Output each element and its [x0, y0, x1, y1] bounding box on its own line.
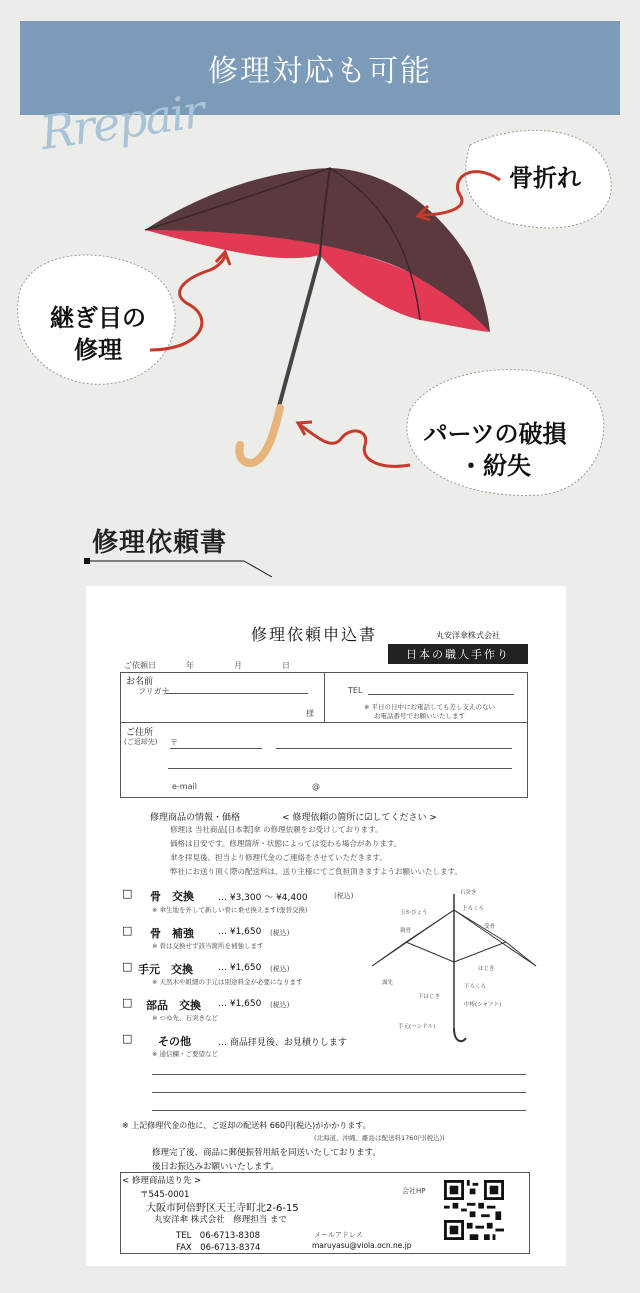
item-price: … ¥1,650 [218, 999, 262, 1009]
info-line-1: 修理は 当社商品[日本製]傘 の修理依頼をお受けしております。 [170, 825, 383, 834]
callout-parts: パーツの破損 ・紛失 [423, 420, 567, 481]
callout-bone: 骨折れ [509, 164, 581, 192]
send-addressee: 丸安洋傘 株式会社 修理担当 まで [154, 1215, 287, 1225]
email-label: e-mail [172, 782, 197, 791]
item-price: … 商品拝見後、お見積りします [218, 1038, 347, 1048]
sama-label: 様 [306, 709, 314, 718]
item-name: 骨 補強 [150, 927, 194, 940]
after-line-2: 後日お振込みお願いいたします。 [152, 1162, 279, 1172]
diagram-label-ukebone: 受骨 [484, 924, 496, 930]
checkbox-parts-replace[interactable]: □ [122, 996, 133, 1009]
diagram-label-shita-haji: 下はじき [418, 994, 441, 1000]
date-year: 年 [186, 661, 194, 670]
date-label: ご依頼日 [124, 661, 156, 670]
item-name: その他 [158, 1035, 191, 1048]
item-tax: (税込) [270, 1001, 290, 1009]
send-fax: FAX 06-6713-8374 [176, 1243, 261, 1253]
banner-title: 修理対応も可能 [208, 54, 432, 89]
diagram-label-rokuro-top: 上ろくろ [462, 906, 485, 912]
item-note: ※ 天然木や組細の手元は別途料金が必要になります [152, 978, 303, 986]
tel-note-1: ※ 平日の日中にお電話しても差し支えのない [364, 703, 496, 711]
shipping-note-1: ※ 上記修理代金の他に、ご返却の配送料 660円(税込)がかかります。 [122, 1121, 371, 1130]
item-note: ※ 通信欄・ご要望など [152, 1050, 219, 1058]
item-note: ※ 骨は交換せず該当箇所を補強します [152, 942, 264, 950]
tel-label: TEL [348, 686, 363, 695]
stamp-badge: 日本の職人手作り [388, 644, 528, 664]
send-zip: 〒545-0001 [140, 1190, 190, 1200]
item-note: ※ 傘生地を外して新しい骨に乗せ換えます(張替交換) [152, 906, 308, 914]
diagram-label-chubo: 中棒(シャフト) [464, 1002, 502, 1008]
diagram-label-haji: はじき [478, 966, 495, 972]
info-line-2: 価格は目安です。修理箇所・状態によっては変わる場合があります。 [170, 839, 402, 848]
item-price: … ¥1,650 [218, 963, 262, 973]
diagram-label-shita-rokuro: 下ろくろ [464, 984, 487, 990]
item-tax: (税込) [334, 892, 354, 900]
item-price: … ¥1,650 [218, 927, 262, 937]
qr-code-icon[interactable] [444, 1180, 504, 1240]
item-price: … ¥3,300 ～ ¥4,400 [218, 893, 308, 903]
item-name: 手元 交換 [138, 963, 193, 976]
arrow-parts [300, 425, 410, 466]
section-title: 修理依頼書 [92, 528, 228, 558]
repair-request-form [86, 586, 566, 1266]
diagram-label-tsuyusaki: 露先 [382, 980, 394, 986]
furigana-label: フリガナ [138, 687, 170, 696]
address-label: ご住所 [126, 728, 154, 738]
checkbox-handle-replace[interactable]: □ [122, 960, 133, 973]
diagram-label-temoto: 手元(ハンドル) [398, 1024, 436, 1030]
checkbox-other[interactable]: □ [122, 1032, 133, 1045]
info-heading-note: < 修理依頼の箇所に☑してください > [282, 813, 437, 823]
title-underline [84, 558, 284, 582]
name-label: お名前 [126, 677, 154, 687]
shipping-note-2: (北海道、沖縄、離島は配送料1760円(税込)) [314, 1134, 445, 1142]
item-name: 骨 交換 [150, 890, 194, 903]
company-name: 丸安洋傘株式会社 [436, 631, 500, 640]
checkbox-bone-reinforce[interactable]: □ [122, 924, 133, 937]
info-line-3: 傘を拝見後、担当より修理代金のご連絡をさせていただきます。 [170, 853, 387, 862]
form-title: 修理依頼申込書 [251, 625, 378, 644]
item-note: ※ つゆ先、石突きなど [152, 1014, 219, 1022]
hp-label: 会社HP [402, 1187, 426, 1195]
send-heading: < 修理商品送り先 > [122, 1176, 202, 1186]
address-sub: (ご返却先) [124, 738, 158, 746]
tel-note-2: お電話番号でお願いいたします [374, 712, 465, 720]
callout-seam: 継ぎ目の 修理 [50, 304, 146, 365]
date-day: 日 [282, 661, 290, 670]
item-name: 部品 交換 [146, 999, 201, 1012]
send-address: 大阪市阿倍野区天王寺町北2-6-15 [146, 1203, 299, 1214]
info-heading: 修理商品の情報・価格 [150, 813, 241, 823]
script-word-decoration: Rrepair [37, 83, 207, 161]
mail-label: メールアドレス [314, 1231, 363, 1239]
postal-mark: 〒 [170, 738, 178, 747]
send-tel: TEL 06-6713-8308 [176, 1231, 261, 1241]
date-month: 月 [234, 661, 242, 670]
umbrella-parts-diagram [366, 882, 542, 1054]
item-tax: (税込) [270, 965, 290, 973]
diagram-label-oyabone: 親骨 [400, 928, 412, 934]
umbrella-handle [239, 408, 280, 463]
after-line-1: 修理完了後、商品に郵便振替用紙を同送いたしております。 [152, 1148, 381, 1158]
email-at: @ [312, 782, 320, 791]
diagram-label-ishizuki: 石突き [460, 890, 477, 896]
mail-address: maruyasu@viola.ocn.ne.jp [312, 1241, 412, 1250]
info-line-4: 弊社にお送り頂く際の配送料は、送り主様にてご負担頂きますようお願いいたします。 [170, 867, 462, 876]
item-tax: (税込) [270, 929, 290, 937]
diagram-label-hajime: 玉かぴょう [400, 910, 428, 916]
checkbox-bone-replace[interactable]: □ [122, 887, 133, 900]
